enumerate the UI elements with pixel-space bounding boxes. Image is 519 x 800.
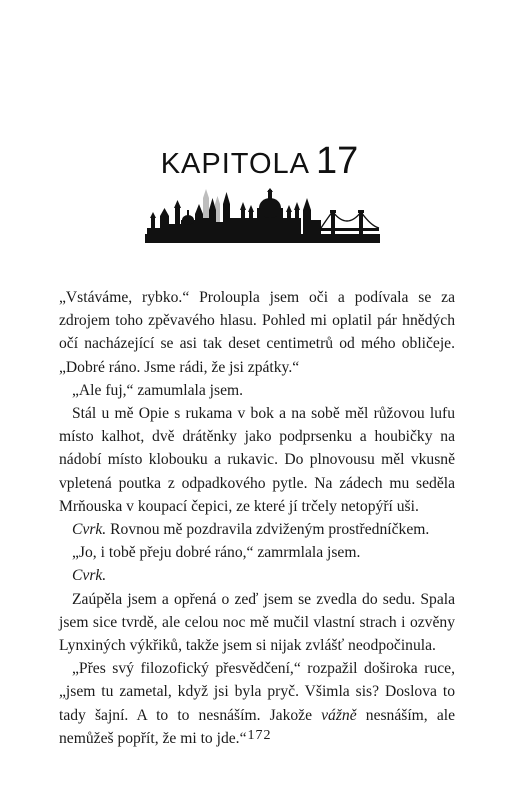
paragraph	[59, 518, 455, 541]
paragraph	[59, 379, 455, 402]
emphasis: Cvrk.	[72, 521, 107, 539]
paragraph-text: „Přes svý filozofický přesvědčení,“ rozpažil doširoka ruce, „jsem tu zametal, když jsi byla pryč. Všimla sis? Doslova to tady šajní. A to to nesnáším. Jakože	[59, 660, 455, 724]
paragraph	[59, 286, 455, 379]
paragraph	[59, 564, 455, 587]
paragraph-text: Zaúpěla jsem a opřená o zeď jsem se zvedla do sedu. Spala jsem sice tvrdě, ale celou noc mě mučil vlastní strach i ozvěny Lynxiných výkřiků, takže jsem si nijak zvlášť neodpočinula.	[59, 590, 455, 655]
paragraph	[59, 588, 455, 658]
paragraph-text: „Vstáváme, rybko.“ Proloupla jsem oči a podívala se za zdrojem toho zpěvavého hlasu. Pohled mi oplatil pár hnědých očí nacházející se asi tak deset centimetrů od mého obličeje. „Dobré ráno. Jsme rádi, že jsi zpátky.“	[59, 289, 455, 376]
city-skyline-ornament	[145, 188, 380, 243]
page-number: 172	[247, 728, 272, 743]
paragraph	[59, 541, 455, 564]
emphasis: Cvrk.	[72, 567, 107, 585]
paragraph-text: Stál u mě Opie s rukama v bok a na sobě měl růžovou lufu místo kalhot, dvě drátěnky jako podprsenku a houbičky na nádobí místo klobouku a rukavic. Do plnovousu měl vkusně vpletená poutka z odpadkového pytle. Na zádech mu seděla Mrňouska v koupací čepici, ze které jí trčely netopýří uši.	[59, 405, 455, 515]
chapter-label: KAPITOLA	[160, 148, 311, 180]
paragraph	[59, 402, 455, 518]
paragraph-text: nesnáším, ale nemůžeš popřít, že mi to jde.“	[59, 706, 455, 747]
body-text	[59, 286, 455, 750]
emphasis: vážně	[321, 706, 357, 724]
chapter-number: 17	[316, 140, 359, 182]
chapter-title	[0, 140, 519, 183]
paragraph-text: „Jo, i tobě přeju dobré ráno,“ zamrmlala jsem.	[72, 544, 361, 562]
paragraph-text: Rovnou mě pozdravila zdviženým prostředníčkem.	[106, 521, 430, 539]
paragraph-text: „Ale fuj,“ zamumlala jsem.	[72, 381, 244, 399]
